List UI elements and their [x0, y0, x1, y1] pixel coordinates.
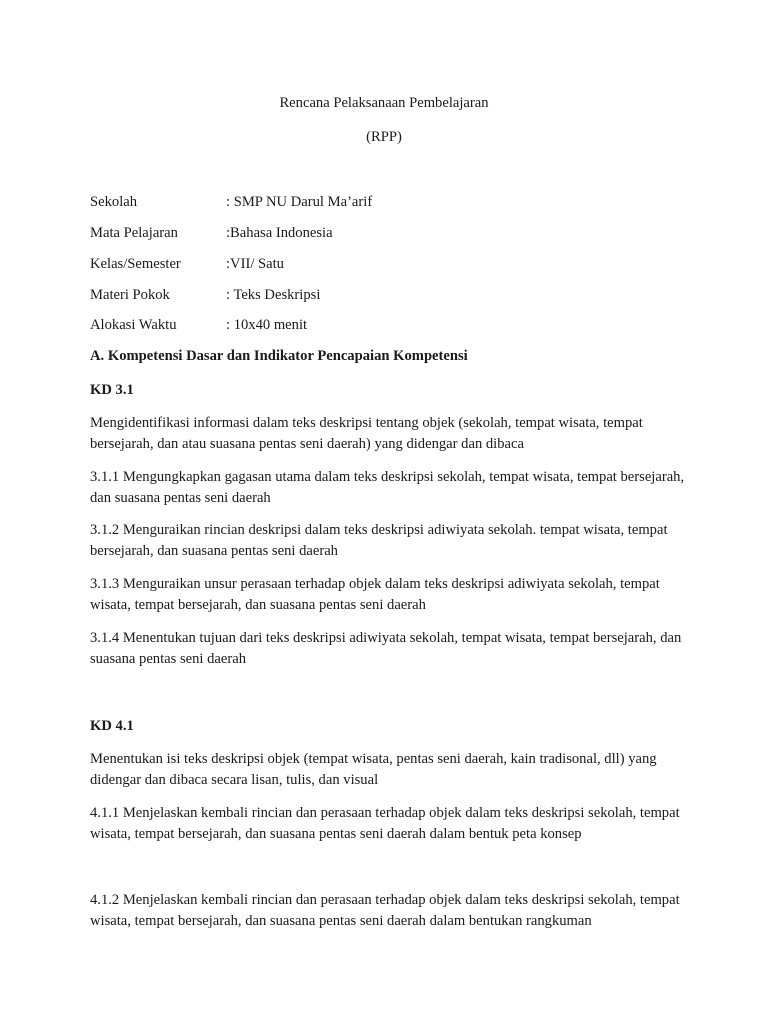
info-value: : Teks Deskripsi: [226, 287, 321, 303]
indicator-3-1-1: 3.1.1 Mengungkapkan gagasan utama dalam teks deskripsi sekolah, tempat wisata, tempat bersejarah, dan suasana pentas seni daerah: [90, 469, 685, 506]
document-title: Rencana Pelaksanaan Pembelajaran: [279, 95, 489, 111]
indicator-3-1-2: 3.1.2 Menguraikan rincian deskripsi dalam teks deskripsi adiwiyata sekolah. tempat wisata, tempat bersejarah, dan suasana pentas seni daerah: [90, 522, 668, 559]
info-label: Mata Pelajaran: [90, 225, 178, 241]
info-label: Alokasi Waktu: [90, 317, 177, 333]
kd-4-1-description: Menentukan isi teks deskripsi objek (tempat wisata, pentas seni daerah, kain tradisonal, dll) yang didengar dan dibaca secara lisan, tulis, dan visual: [90, 751, 657, 788]
info-value: :VII/ Satu: [226, 256, 284, 272]
indicator-3-1-4: 3.1.4 Menentukan tujuan dari teks deskripsi adiwiyata sekolah, tempat wisata, tempat bersejarah, dan suasana pentas seni daerah: [90, 630, 682, 667]
document-subtitle: (RPP): [366, 129, 402, 145]
kd-3-1-heading: KD 3.1: [90, 382, 134, 398]
kd-3-1-description: Mengidentifikasi informasi dalam teks deskripsi tentang objek (sekolah, tempat wisata, tempat bersejarah, dan atau suasana pentas seni daerah) yang didengar dan dibaca: [90, 415, 643, 452]
indicator-4-1-2: 4.1.2 Menjelaskan kembali rincian dan perasaan terhadap objek dalam teks deskripsi sekolah, tempat wisata, tempat bersejarah, dan suasana pentas seni daerah dalam bentukan rangkuman: [90, 892, 680, 929]
info-label: Materi Pokok: [90, 287, 170, 303]
info-value: : SMP NU Darul Ma’arif: [226, 194, 373, 210]
info-label: Kelas/Semester: [90, 256, 181, 272]
indicator-4-1-1: 4.1.1 Menjelaskan kembali rincian dan perasaan terhadap objek dalam teks deskripsi sekolah, tempat wisata, tempat bersejarah, dan suasana pentas seni daerah dalam bentuk peta konsep: [90, 805, 680, 842]
section-a-heading: A. Kompetensi Dasar dan Indikator Pencapaian Kompetensi: [90, 348, 468, 364]
info-value: : 10x40 menit: [226, 317, 308, 333]
info-label: Sekolah: [90, 194, 138, 210]
indicator-3-1-3: 3.1.3 Menguraikan unsur perasaan terhadap objek dalam teks deskripsi adiwiyata sekolah, tempat wisata, tempat bersejarah, dan suasana pentas seni daerah: [90, 576, 660, 613]
kd-4-1-heading: KD 4.1: [90, 718, 134, 734]
info-value: :Bahasa Indonesia: [226, 225, 333, 241]
